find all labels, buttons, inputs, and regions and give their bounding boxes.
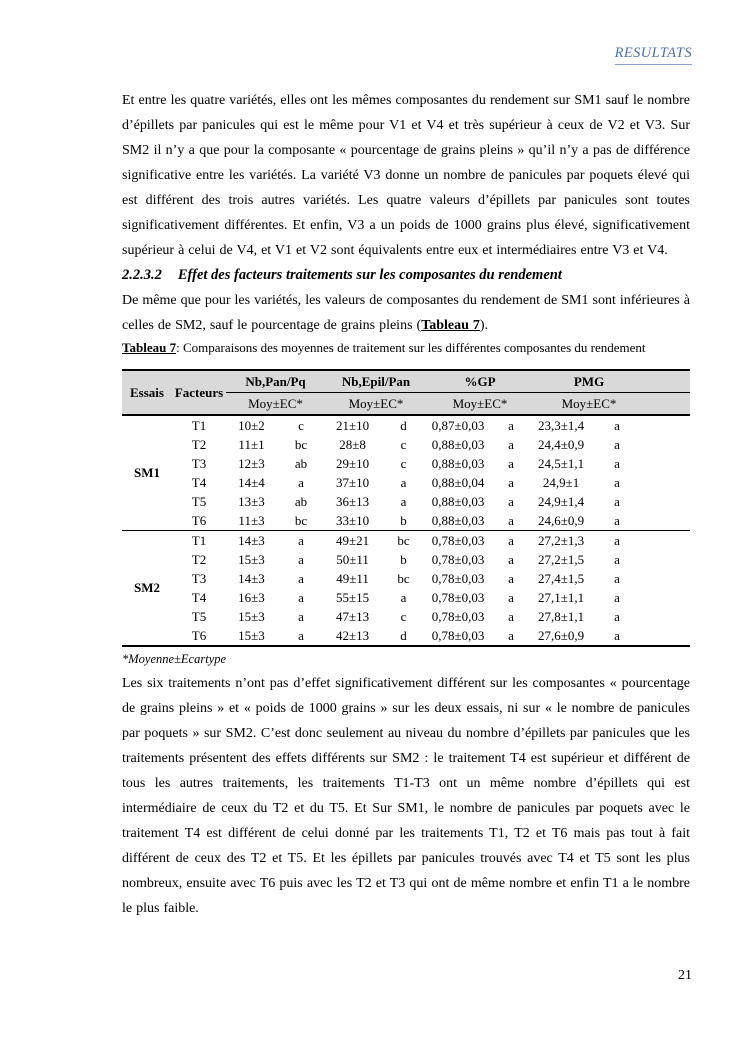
data-cell: 49±21 [325,531,380,551]
data-cell: 0,88±0,04 [431,474,485,490]
col-header-essais: Essais [122,370,172,415]
data-cell: 28±8 [339,436,366,452]
col-header-spacer [645,370,690,393]
table-reference-link[interactable]: Tableau 7 [421,318,480,333]
data-cell: 16±3 [238,589,265,605]
data-cell: 0,87±0,03 [431,417,485,433]
data-cell: 27,2±1,3 [533,531,589,551]
data-cell: 0,78±0,03 [431,570,485,586]
col-header-pct-gp: %GP [427,370,533,393]
facteur-cell: T6 [191,512,207,528]
subheader-moy-ec-4: Moy±EC* [533,393,645,416]
data-cell: c [400,608,407,624]
data-cell: a [298,608,304,624]
data-cell: a [508,551,514,567]
data-cell: 47±13 [335,608,370,624]
data-cell: a [508,436,514,452]
table-caption [122,340,690,356]
data-cell: bc [294,512,308,528]
table-footnote: *Moyenne±Ecartype [122,652,227,666]
data-cell: 27,2±1,5 [537,551,585,567]
spacer-cell [645,626,690,646]
data-cell: 21±10 [335,417,370,433]
data-cell: a [298,627,304,643]
subheader-moy-ec-1: Moy±EC* [226,393,325,416]
table-row [122,454,690,473]
data-cell: 29±10 [335,455,370,471]
facteur-cell: T1 [191,417,207,433]
data-cell: 14±3 [238,570,265,586]
facteur-cell: T2 [191,436,207,452]
data-cell: c [298,417,304,433]
spacer-cell [645,454,690,473]
facteur-cell: T4 [191,589,207,605]
running-header [615,44,692,62]
data-cell: 42±13 [335,627,370,643]
data-cell: a [508,589,514,605]
spacer-cell [645,415,690,435]
data-cell: bc [397,570,410,586]
data-cell: 0,88±0,03 [431,436,485,452]
spacer-cell [645,607,690,626]
data-cell: 0,78±0,03 [431,627,485,643]
data-cell: 0,78±0,03 [427,531,489,551]
data-cell: 27,1±1,1 [537,589,585,605]
facteur-cell: T1 [172,531,226,551]
facteur-cell: T5 [191,608,207,624]
header-title: RESULTATS [615,45,692,65]
data-cell: a [508,512,514,528]
data-cell: a [508,608,514,624]
data-cell: a [400,589,407,605]
col-header-pmg: PMG [533,370,645,393]
data-cell: 15±3 [238,551,265,567]
data-cell: a [589,531,645,551]
data-cell: b [400,512,407,528]
data-cell: bc [294,436,308,452]
data-cell: a [614,589,620,605]
subheader-spacer [645,393,690,416]
data-cell: 36±13 [335,493,370,509]
spacer-cell [645,588,690,607]
data-cell: a [614,474,620,490]
table-row [122,511,690,531]
data-cell: 37±10 [335,474,370,490]
data-cell: a [614,608,620,624]
data-cell: a [614,455,620,471]
spacer-cell [645,569,690,588]
data-cell: a [489,531,533,551]
table-row [122,415,690,435]
data-cell: 0,78±0,03 [431,589,485,605]
table-row [122,550,690,569]
data-cell: a [508,627,514,643]
paragraph-lead [122,288,690,338]
data-cell: bc [380,531,427,551]
data-cell: a [277,531,325,551]
essai-label: SM2 [122,531,172,647]
data-cell: 0,88±0,03 [431,455,485,471]
data-cell: 24,6±0,9 [537,512,585,528]
section-heading [122,263,690,288]
data-cell: 24,4±0,9 [537,436,585,452]
lead-text-before: De même que pour les variétés, les valeurs de composantes du rendement de SM1 sont inférieures à celles de SM2, sauf le pourcentage de grains pleins ( [122,293,690,333]
data-cell: a [508,417,514,433]
results-table [122,369,690,647]
spacer-cell [645,550,690,569]
table-row [122,435,690,454]
spacer-cell [645,492,690,511]
data-cell: a [614,627,620,643]
subheader-moy-ec-3: Moy±EC* [427,393,533,416]
table-header-row-groups [122,370,690,393]
spacer-cell [645,511,690,531]
data-cell: a [614,551,620,567]
table-row [122,492,690,511]
data-cell: b [400,551,407,567]
data-cell: a [400,493,407,509]
facteur-cell: T3 [191,570,207,586]
data-cell: a [614,570,620,586]
data-cell: ab [294,493,308,509]
facteur-cell: T2 [191,551,207,567]
lead-text-after: ). [479,318,489,333]
spacer-cell [645,531,690,551]
paragraph-intro: Et entre les quatre variétés, elles ont les mêmes composantes du rendement sur SM1 sauf le nombre d’épillets par panicules qui est le même pour V1 et V4 et très supérieur à ceux de V2 et V3. Sur SM2 il n’y a que pour la composante « pourcentage de grains pleins » qu’il n’y a pas de différence significative entre les variétés. La variété V3 donne un nombre de panicules par poquets élevé qui est différent des trois autres variétés. Les quatre valeurs d’épillets par panicules sont toutes significativement différentes. Et enfin, V3 a un poids de 1000 grains plus élevé, significativement supérieur à celui de V4, et V1 et V2 sont équivalents entre eux et intermédiaires entre V3 et V4. [122,93,690,258]
data-cell: 27,6±0,9 [537,627,585,643]
col-header-nb-pan-pq: Nb,Pan/Pq [226,370,325,393]
data-cell: 0,88±0,03 [431,493,485,509]
facteur-cell: T4 [191,474,207,490]
data-cell: 0,78±0,03 [431,608,485,624]
data-cell: c [400,436,407,452]
data-cell: 24,5±1,1 [537,455,585,471]
section-number: 2.2.3.2 [122,267,162,283]
table-row [122,607,690,626]
data-cell: a [298,570,304,586]
data-cell: 11±3 [238,512,265,528]
data-cell: 24,9±1 [542,474,580,490]
data-cell: a [508,493,514,509]
data-cell: a [298,474,304,490]
data-cell: 15±3 [238,608,265,624]
data-cell: 15±3 [238,627,265,643]
data-cell: a [298,551,304,567]
data-cell: a [508,474,514,490]
facteur-cell: T3 [191,455,207,471]
page-content [122,88,690,921]
data-cell: 14±3 [226,531,277,551]
facteur-cell: T6 [191,627,207,643]
data-cell: 23,3±1,4 [537,417,585,433]
essai-label: SM1 [134,465,160,480]
data-cell: 55±15 [335,589,370,605]
table-row [122,569,690,588]
data-cell: 33±10 [335,512,370,528]
spacer-cell [645,473,690,492]
subheader-moy-ec-2: Moy±EC* [325,393,427,416]
data-cell: 49±11 [336,570,369,586]
data-cell: a [614,493,620,509]
data-cell: 27,4±1,5 [537,570,585,586]
data-cell: 10±2 [238,417,265,433]
data-cell: 11±1 [238,436,265,452]
col-header-facteurs: Facteurs [172,370,226,415]
data-cell: 27,8±1,1 [537,608,585,624]
data-cell: a [298,589,304,605]
table-caption-text: : Comparaisons des moyennes de traitement sur les différentes composantes du rendement [176,340,646,355]
table-row [122,588,690,607]
table-row [122,473,690,492]
data-cell: 0,88±0,03 [431,512,485,528]
data-cell: d [400,627,407,643]
facteur-cell: T5 [191,493,207,509]
table-header [122,370,690,415]
data-cell: d [400,417,407,433]
data-cell: 14±4 [238,474,265,490]
table-body [122,415,690,646]
table-row [122,531,690,551]
data-cell: c [400,455,407,471]
data-cell: a [614,436,620,452]
col-header-nb-epil-pan: Nb,Epil/Pan [325,370,427,393]
page-number: 21 [678,968,692,983]
data-cell: a [400,474,407,490]
data-cell: 0,78±0,03 [431,551,485,567]
data-cell: 13±3 [238,493,265,509]
data-cell: 50±11 [336,551,369,567]
data-cell: a [508,455,514,471]
spacer-cell [645,435,690,454]
data-cell: 12±3 [238,455,265,471]
table-caption-label: Tableau 7 [122,340,177,355]
data-cell: a [614,417,620,433]
section-title: Effet des facteurs traitements sur les composantes du rendement [177,267,562,283]
data-cell: ab [294,455,308,471]
paragraph-discussion: Les six traitements n’ont pas d’effet significativement différent sur les composantes « pourcentage de grains pleins » et « poids de 1000 grains » sur les deux essais, ni sur « le nombre de panicules par poquets » sur SM2. C’est donc seulement au niveau du nombre d’épillets par panicules que les traitements présentent des effets différents sur SM2 : le traitement T4 est supérieur et différent de tous les autres traitements, les traitements T1-T3 ont un même nombre d’épillets qui est intermédiaire de ceux du T2 et du T5. Et Sur SM1, le nombre de panicules par poquets avec le traitement T4 est différent de celui donné par les traitements T1, T2 et T6 mais pas tout à fait différent de ceux des T2 et T5. Et les épillets par panicules trouvés avec T4 et T5 sont les plus nombreux, ensuite avec T6 puis avec les T2 et T3 qui ont de même nombre et enfin T1 a le nombre le plus faible. [122,676,690,916]
table-row [122,626,690,646]
data-cell: a [508,570,514,586]
data-cell: a [614,512,620,528]
data-cell: 24,9±1,4 [537,493,585,509]
